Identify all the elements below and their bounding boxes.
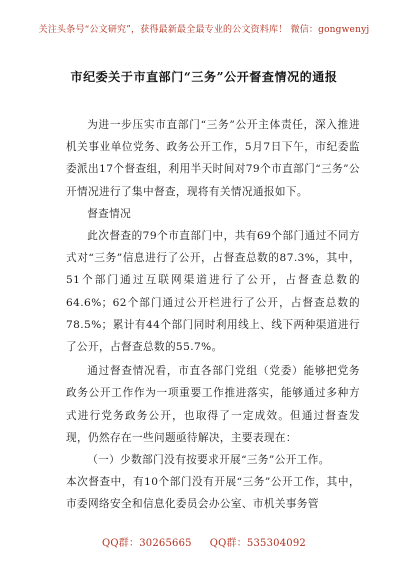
header-promo-note: 关注头条号“公文研究”，获得最新最全最专业的公文资料库！ 微信：gongwenyj <box>38 25 370 35</box>
section-heading-inspection: 督查情况 <box>87 207 132 220</box>
inspection-paragraph: 此次督查的79个市直部门中，共有69个部门通过不同方式对“三务”信息进行了公开，占督查总数的87.3%，其中，51个部门通过互联网渠道进行了公开，占督查总数的64.6%；62个部门通过公开栏进行了公开，占督查总数的78.5%；累计有44个部门同时利用线上、线下两种渠道进行了公开，占督查总数的55.7%。 <box>66 230 360 354</box>
point-one-paragraph: 本次督查中，有10个部门没有开展“三务”公开工作，其中，市委网络安全和信息化委员会办公室、市机关事务管 <box>66 476 360 511</box>
intro-paragraph: 为进一步压实市直部门“三务”公开主体责任，深入推进机关事业单位党务、政务公开工作，5月7日下午，市纪委监委派出17个督查组，利用半天时间对79个市直部门“三务”公开情况进行了集中督查，现将有关情况通报如下。 <box>66 119 360 198</box>
document-title: 市纪委关于市直部门“三务”公开督查情况的通报 <box>70 70 338 84</box>
document-body <box>66 114 360 516</box>
footer-qq-groups <box>0 534 408 549</box>
findings-paragraph: 通过督查情况看，市直各部门党组（党委）能够把党务政务公开工作作为一项重要工作推进落实，能够通过多种方式进行党务政务公开，也取得了一定成效。但通过督查发现，仍然存在一些问题亟待解决，主要表现在： <box>66 365 360 444</box>
footer-qq-group-2: QQ群：535304092 <box>209 538 306 549</box>
point-one-heading: （一）少数部门没有按要求开展“三务”公开工作。 <box>87 454 330 467</box>
footer-qq-group-1: QQ群：30265665 <box>102 538 192 549</box>
